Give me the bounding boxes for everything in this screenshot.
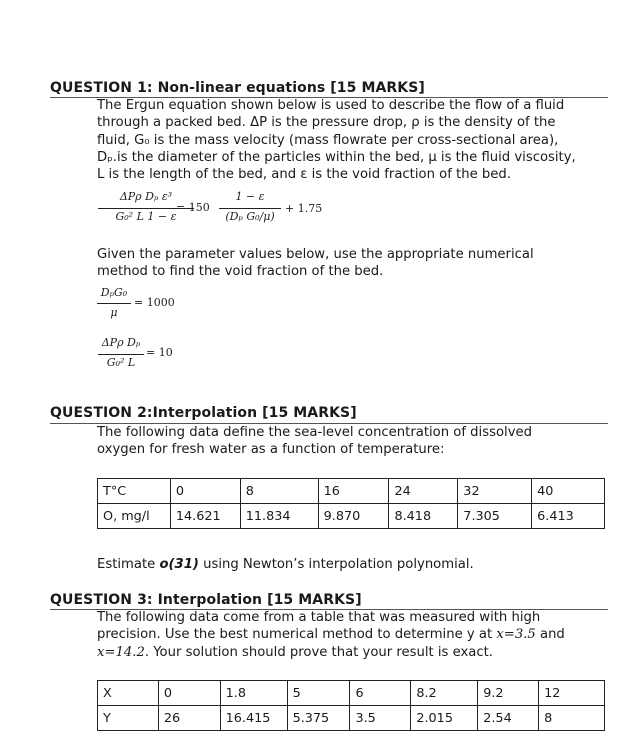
intro-line: The following data define the sea-level concentration of dissolved (97, 425, 532, 440)
intro-line: The Ergun equation shown below is used to describe the flow of a fluid (97, 98, 565, 113)
question-2-intro (97, 424, 608, 459)
table-cell: 16 (318, 479, 389, 504)
intro-line: oxygen for fresh water as a function of temperature: (97, 442, 445, 458)
task-text: using Newton’s interpolation polynomial. (198, 557, 474, 572)
table-cell: 9.870 (318, 504, 389, 529)
question-1-title: QUESTION 1: Non-linear equations [15 MARKS] (50, 80, 425, 96)
param-1-numerator: DₚG₀ (100, 286, 128, 299)
table-cell: 11.834 (240, 504, 318, 529)
intro-line: Dₚ.is the diameter of the particles within the bed, μ is the fluid viscosity, (97, 149, 576, 165)
table-cell: Y (98, 706, 159, 731)
mid-numerator: 1 − ε (235, 190, 265, 203)
table-cell: 26 (158, 706, 220, 731)
table-cell: 40 (532, 479, 605, 504)
table-cell: 0 (170, 479, 240, 504)
table-cell: 16.415 (220, 706, 287, 731)
question-1-intro (97, 97, 608, 183)
table-row (98, 681, 605, 706)
table-cell: O, mg/l (98, 504, 171, 529)
xy-data-table (97, 680, 605, 731)
table-cell: T°C (98, 479, 171, 504)
task-text: Estimate (97, 557, 160, 572)
param-1-fraction-bar (97, 303, 131, 304)
oxygen-data-table (97, 478, 605, 529)
task-line (97, 556, 608, 573)
table-cell: 2.015 (411, 706, 478, 731)
task-target: o(31) (159, 557, 199, 572)
table-cell: 12 (539, 681, 605, 706)
param-2-numerator: ΔPρ Dₚ (101, 336, 141, 349)
table-cell: 8 (240, 479, 318, 504)
table-cell: 14.621 (170, 504, 240, 529)
table-row (98, 479, 605, 504)
intro-math: x=3.5 (496, 627, 536, 643)
plus-1-75: + 1.75 (285, 202, 323, 215)
table-cell: 7.305 (458, 504, 532, 529)
table-cell: X (98, 681, 159, 706)
intro-line (97, 644, 608, 661)
param-1-denominator: μ (110, 306, 118, 319)
intro-line: The following data come from a table that was measured with high (97, 610, 541, 625)
given-line: Given the parameter values below, use the appropriate numerical (97, 247, 534, 262)
table-cell: 32 (458, 479, 532, 504)
intro-text: . Your solution should prove that your result is exact. (144, 644, 493, 660)
intro-line: through a packed bed. ΔP is the pressure drop, ρ is the density of the (97, 115, 556, 131)
table-cell: 5 (287, 681, 350, 706)
table-cell: 5.375 (287, 706, 350, 731)
intro-text: and (535, 627, 565, 643)
equals-150: = 150 (176, 201, 210, 214)
question-1-given (97, 246, 608, 281)
param-2-fraction-bar (98, 354, 144, 355)
question-3-intro (97, 609, 608, 661)
param-2-value: = 10 (146, 346, 173, 359)
question-3-title: QUESTION 3: Interpolation [15 MARKS] (50, 592, 362, 608)
table-row (98, 706, 605, 731)
table-cell: 9.2 (478, 681, 539, 706)
table-cell: 0 (158, 681, 220, 706)
mid-fraction-bar (219, 208, 281, 209)
lhs-numerator: ΔPρ Dₚ ε³ (119, 190, 173, 203)
intro-math: x=14.2 (97, 644, 145, 660)
table-cell: 6 (350, 681, 411, 706)
given-line: method to find the void fraction of the bed. (97, 264, 384, 280)
intro-line (97, 626, 608, 643)
table-cell: 1.8 (220, 681, 287, 706)
question-2-title: QUESTION 2:Interpolation [15 MARKS] (50, 405, 357, 421)
mid-denominator: (Dₚ G₀/μ) (225, 210, 275, 223)
table-cell: 24 (389, 479, 458, 504)
table-row (98, 504, 605, 529)
table-cell: 2.54 (478, 706, 539, 731)
intro-line: fluid, G₀ is the mass velocity (mass flowrate per cross-sectional area), (97, 132, 559, 148)
table-cell: 8 (539, 706, 605, 731)
param-2-denominator: G₀² L (106, 356, 136, 369)
question-2-task (97, 556, 608, 573)
table-cell: 8.2 (411, 681, 478, 706)
intro-line: L is the length of the bed, and ε is the void fraction of the bed. (97, 167, 511, 183)
intro-text: precision. Use the best numerical method to determine y at (97, 627, 497, 643)
table-cell: 6.413 (532, 504, 605, 529)
param-1-value: = 1000 (134, 296, 175, 309)
table-cell: 8.418 (389, 504, 458, 529)
lhs-denominator: G₀² L 1 − ε (115, 210, 177, 223)
table-cell: 3.5 (350, 706, 411, 731)
